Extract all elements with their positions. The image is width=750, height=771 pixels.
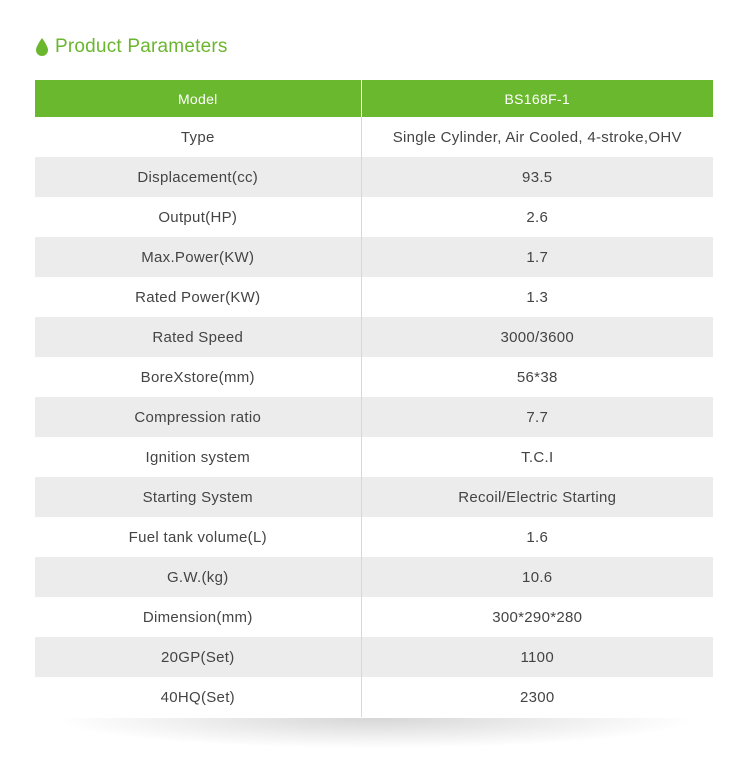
parameter-value: 3000/3600 bbox=[361, 317, 713, 357]
table-row bbox=[35, 357, 713, 397]
parameter-label: Max.Power(KW) bbox=[141, 248, 255, 266]
parameter-value: 2300 bbox=[361, 677, 713, 717]
parameter-value: 1.3 bbox=[361, 277, 713, 317]
parameter-label: Compression ratio bbox=[134, 408, 262, 426]
parameter-label: 40HQ(Set) bbox=[160, 688, 235, 706]
header-model-label: Model bbox=[177, 90, 218, 107]
parameter-value: 56*38 bbox=[361, 357, 713, 397]
table-row bbox=[35, 237, 713, 277]
parameter-label: Type bbox=[180, 128, 215, 146]
table-header-row bbox=[35, 80, 713, 117]
parameter-value: 1.7 bbox=[361, 237, 713, 277]
table-row bbox=[35, 197, 713, 237]
table-row bbox=[35, 677, 713, 717]
parameter-label: Displacement(cc) bbox=[137, 168, 259, 186]
table-row bbox=[35, 557, 713, 597]
table-row bbox=[35, 397, 713, 437]
parameter-label: Rated Speed bbox=[152, 328, 244, 346]
parameters-table bbox=[35, 80, 713, 717]
parameter-value: T.C.I bbox=[361, 437, 713, 477]
parameter-label: Rated Power(KW) bbox=[135, 288, 261, 306]
parameter-label: BoreXstore(mm) bbox=[140, 368, 255, 386]
parameter-label: Dimension(mm) bbox=[142, 608, 253, 626]
parameter-label: 20GP(Set) bbox=[160, 648, 235, 666]
table-row bbox=[35, 117, 713, 157]
section-title-text: Product Parameters bbox=[55, 36, 228, 57]
parameter-value: 300*290*280 bbox=[361, 597, 713, 637]
table-row bbox=[35, 637, 713, 677]
table-row bbox=[35, 517, 713, 557]
table-row bbox=[35, 597, 713, 637]
parameter-value: 1100 bbox=[361, 637, 713, 677]
parameter-value: 10.6 bbox=[361, 557, 713, 597]
table-row bbox=[35, 277, 713, 317]
section-title bbox=[36, 34, 228, 60]
table-row bbox=[35, 437, 713, 477]
drop-icon bbox=[36, 38, 48, 56]
parameter-value: Recoil/Electric Starting bbox=[361, 477, 713, 517]
parameter-label: Ignition system bbox=[145, 448, 251, 466]
parameter-label: Fuel tank volume(L) bbox=[128, 528, 267, 546]
parameter-value: 1.6 bbox=[361, 517, 713, 557]
parameter-label: Output(HP) bbox=[158, 208, 238, 226]
parameter-value: 7.7 bbox=[361, 397, 713, 437]
table-shadow bbox=[60, 718, 690, 748]
parameter-value: 93.5 bbox=[361, 157, 713, 197]
table-row bbox=[35, 477, 713, 517]
header-model-value: BS168F-1 bbox=[361, 80, 713, 117]
table-row bbox=[35, 317, 713, 357]
parameter-value: 2.6 bbox=[361, 197, 713, 237]
parameter-value: Single Cylinder, Air Cooled, 4-stroke,OHV bbox=[361, 117, 713, 157]
table-row bbox=[35, 157, 713, 197]
parameter-label: G.W.(kg) bbox=[166, 568, 229, 586]
parameter-label: Starting System bbox=[142, 488, 253, 506]
